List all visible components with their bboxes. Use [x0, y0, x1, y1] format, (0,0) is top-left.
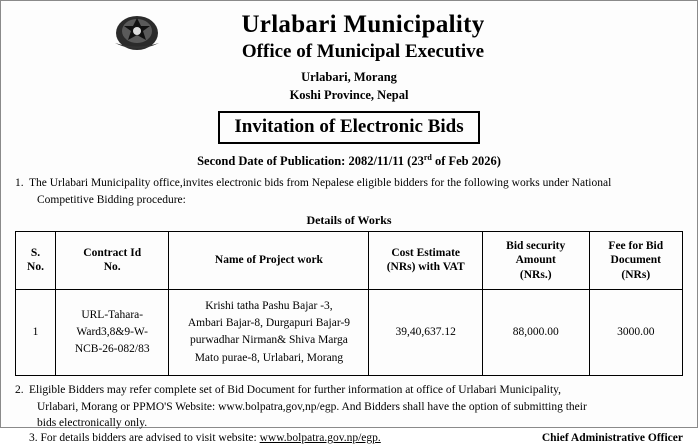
publication-date-main: Second Date of Publication: 2082/11/11 (23: [197, 154, 424, 169]
notice-item-2-line2: Urlabari, Morang or PPMO'S Website: www.bolpatra,gov,np/egp. And Bidders shall have the option of submitting their: [37, 400, 587, 413]
organization-subtitle: Office of Municipal Executive: [241, 40, 485, 62]
publication-date: [15, 153, 683, 169]
notice-item-2-line3: bids electronically only.: [37, 417, 148, 430]
header-bid-security: [482, 231, 589, 289]
notice-item-1: [15, 175, 683, 208]
notice-item-3: [15, 432, 381, 444]
notice-item-1-line2: Competitive Bidding procedure:: [37, 194, 186, 207]
notice-item-2-line1: Eligible Bidders may refer complete set of Bid Document for further information at office of Urlabari Municipality,: [29, 383, 562, 396]
cell-contract-id: [56, 289, 169, 375]
notice-item-3-text: For details bidders are advised to visit website:: [40, 431, 260, 444]
header-contract-id-line2: No.: [103, 261, 121, 274]
header-bid-security-line2: Amount: [515, 254, 556, 267]
header-fee-line3: (NRs): [621, 268, 651, 281]
header-cost-estimate-line1: Cost Estimate: [391, 246, 460, 259]
details-of-works-heading: Details of Works: [306, 212, 392, 227]
notice-item-2: [15, 382, 683, 432]
header-project-name: Name of Project work: [169, 231, 369, 289]
works-table-head: [16, 231, 683, 289]
header-bid-security-line3: (NRs.): [519, 268, 552, 281]
document-header: [15, 7, 683, 169]
header-serial-number: [16, 231, 56, 289]
cell-project-line1: Krishi tatha Pashu Bajar -3,: [205, 299, 333, 312]
cell-serial-number: 1: [16, 289, 56, 375]
cell-project-line4: Mato purae-8, Urlabari, Morang: [194, 351, 344, 364]
header-fee-for-bid-document: [589, 231, 682, 289]
organization-city: Urlabari, Morang: [301, 70, 397, 85]
header-serial-number-line2: No.: [27, 261, 44, 274]
cell-contract-id-line2: Ward3,8&9-W-: [76, 325, 148, 338]
table-row: [16, 289, 683, 375]
publication-date-rest: of Feb 2026): [431, 154, 501, 169]
header-bid-security-line1: Bid security: [506, 239, 566, 252]
header-contract-id: [56, 231, 169, 289]
cell-contract-id-line3: NCB-26-082/83: [74, 343, 150, 356]
invitation-banner-wrap: [15, 111, 683, 144]
cell-project-line2: Ambari Bajar-8, Durgapuri Bajar-9: [187, 317, 351, 330]
signoff-officer-label: Chief Administrative Officer: [541, 431, 683, 444]
notice-item-2-number: 2.: [15, 383, 24, 396]
notice-item-1-number: 1.: [15, 177, 24, 190]
works-table: [15, 231, 683, 376]
organization-province: Koshi Province, Nepal: [289, 88, 409, 103]
notice-item-3-number: 3.: [29, 431, 38, 444]
cell-cost-estimate: 39,40,637.12: [369, 289, 482, 375]
bolpatra-website-link[interactable]: www.bolpatra.gov.np/egp.: [259, 431, 381, 444]
signoff-officer: [542, 432, 683, 444]
notice-item-1-line1: The Urlabari Municipality office,invites electronic bids from Nepalese eligible bidders for the following works under National: [29, 177, 612, 190]
header-cost-estimate-line2: (NRs) with VAT: [386, 261, 465, 274]
organization-title: Urlabari Municipality: [241, 11, 485, 38]
header-fee-line1: Fee for Bid: [608, 239, 664, 252]
publication-date-ordinal: rd: [423, 153, 432, 163]
header-contract-id-line1: Contract Id: [83, 246, 142, 259]
invitation-title: Invitation of Electronic Bids: [218, 111, 479, 144]
works-table-body: [16, 289, 683, 375]
header-fee-line2: Document: [610, 254, 662, 267]
cell-project-line3: purwadhar Nirman& Shiva Marga: [190, 334, 348, 347]
header-serial-number-line1: S.: [30, 246, 41, 259]
cell-bid-security: 88,000.00: [482, 289, 589, 375]
cell-project-name: [169, 289, 369, 375]
header-cost-estimate: [369, 231, 482, 289]
cell-fee: 3000.00: [589, 289, 682, 375]
notice-item-3-row: [15, 432, 683, 444]
cell-contract-id-line1: URL-Tahara-: [81, 308, 144, 321]
nepal-emblem-icon: [107, 9, 167, 57]
works-table-header-row: [16, 231, 683, 289]
